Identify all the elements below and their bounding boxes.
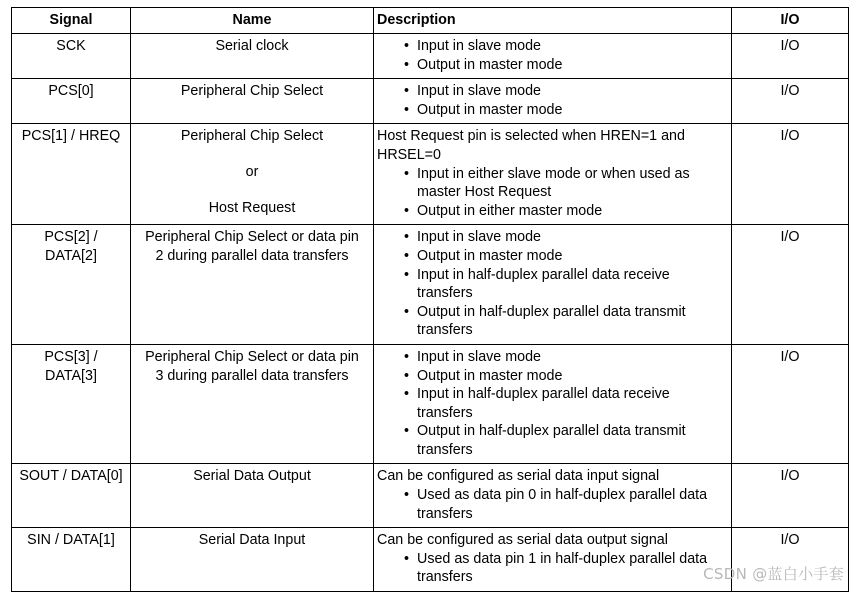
description-bullet <box>417 348 728 367</box>
signal-description-table <box>11 7 849 592</box>
name-cell <box>131 464 374 528</box>
table-row <box>12 34 849 79</box>
signal-cell <box>12 528 131 592</box>
bullet-text: • Input in either slave mode or when used as <box>417 165 690 182</box>
io-cell: I/O <box>732 344 849 464</box>
bullet-text: • Input in half-duplex parallel data receive <box>417 266 670 283</box>
description-bullet-list <box>377 165 728 221</box>
description-bullet <box>417 266 728 303</box>
description-bullet-list <box>377 82 728 119</box>
description-bullet <box>417 486 728 523</box>
bullet-text: • Used as data pin 0 in half-duplex parallel data <box>417 487 708 504</box>
description-cell <box>374 225 732 345</box>
name-text: Peripheral Chip Select <box>180 128 324 145</box>
csdn-watermark: CSDN @蓝白小手套 <box>703 565 844 583</box>
name-cell <box>131 124 374 225</box>
io-cell: I/O <box>732 79 849 124</box>
bullet-text: • Output in half-duplex parallel data transmit <box>417 423 686 440</box>
bullet-text: • Used as data pin 1 in half-duplex parallel data <box>417 550 708 567</box>
io-cell: I/O <box>732 124 849 225</box>
description-bullet <box>417 228 728 247</box>
signal-cell <box>12 124 131 225</box>
io-cell: I/O <box>732 464 849 528</box>
name-spacer <box>134 146 370 163</box>
name-cell <box>131 34 374 79</box>
description-bullet <box>417 101 728 120</box>
description-intro: Can be configured as serial data output signal <box>377 532 668 549</box>
description-intro: HRSEL=0 <box>377 146 441 163</box>
signal-cell <box>12 79 131 124</box>
description-bullet <box>417 56 728 75</box>
description-bullet <box>417 202 728 221</box>
table-row <box>12 79 849 124</box>
signal-text: DATA[3] <box>45 367 97 384</box>
description-cell <box>374 34 732 79</box>
description-cell <box>374 124 732 225</box>
signal-text: PCS[1] / HREQ <box>21 128 121 145</box>
name-text: Serial Data Output <box>193 468 311 485</box>
description-bullet <box>417 385 728 422</box>
description-cell <box>374 79 732 124</box>
bullet-text: • Output in half-duplex parallel data transmit <box>417 303 686 320</box>
table-body <box>12 34 849 592</box>
name-text: or <box>245 163 259 180</box>
table-row <box>12 464 849 528</box>
description-bullet <box>417 550 728 587</box>
table-header-row <box>12 8 849 34</box>
description-bullet <box>417 247 728 266</box>
description-bullet <box>417 422 728 459</box>
name-cell <box>131 528 374 592</box>
io-cell: I/O <box>732 34 849 79</box>
name-text: Peripheral Chip Select or data pin <box>145 348 359 365</box>
name-text: 3 during parallel data transfers <box>155 367 349 384</box>
description-cell <box>374 344 732 464</box>
description-intro: Host Request pin is selected when HREN=1 and <box>377 128 685 145</box>
bullet-text: • Input in slave mode <box>417 38 541 54</box>
description-intro: Can be configured as serial data input signal <box>377 468 660 485</box>
bullet-text: transfers <box>417 322 473 339</box>
name-spacer <box>134 182 370 199</box>
signal-text: PCS[3] / <box>44 348 98 365</box>
bullet-text: transfers <box>417 404 473 421</box>
name-text: Peripheral Chip Select or data pin <box>145 229 359 246</box>
table-row <box>12 225 849 345</box>
name-text: Peripheral Chip Select <box>180 83 324 100</box>
bullet-text: • Input in half-duplex parallel data receive <box>417 386 670 403</box>
bullet-text: • Output in master mode <box>417 367 563 384</box>
description-cell <box>374 528 732 592</box>
name-text: Serial Data Input <box>198 532 306 549</box>
header-description: Description <box>374 8 732 34</box>
signal-text: DATA[2] <box>45 247 97 264</box>
name-cell <box>131 79 374 124</box>
bullet-text: transfers <box>417 441 473 458</box>
signal-cell <box>12 34 131 79</box>
bullet-text: • Input in slave mode <box>417 348 541 365</box>
description-bullet <box>417 165 728 202</box>
description-bullet <box>417 303 728 340</box>
name-text: Serial clock <box>215 38 289 54</box>
table-row <box>12 124 849 225</box>
signal-cell <box>12 464 131 528</box>
description-bullet-list <box>377 228 728 340</box>
bullet-text: • Input in slave mode <box>417 229 541 246</box>
description-bullet <box>417 82 728 101</box>
signal-cell <box>12 225 131 345</box>
description-bullet-list <box>377 348 728 460</box>
bullet-text: • Output in master mode <box>417 56 563 73</box>
table-row <box>12 344 849 464</box>
io-cell: I/O <box>732 225 849 345</box>
signal-cell <box>12 344 131 464</box>
bullet-text: • Output in either master mode <box>417 202 603 219</box>
bullet-text: transfers <box>417 505 473 522</box>
header-io: I/O <box>732 8 849 34</box>
header-name: Name <box>131 8 374 34</box>
description-bullet-list <box>377 486 728 523</box>
description-cell <box>374 464 732 528</box>
name-cell <box>131 225 374 345</box>
bullet-text: transfers <box>417 285 473 302</box>
bullet-text: transfers <box>417 569 473 586</box>
signal-text: SIN / DATA[1] <box>27 532 115 549</box>
io-cell: I/O <box>732 528 849 592</box>
name-text: Host Request <box>208 199 296 216</box>
header-signal: Signal <box>12 8 131 34</box>
description-bullet <box>417 37 728 56</box>
description-bullet-list <box>377 37 728 74</box>
signal-text: SOUT / DATA[0] <box>19 468 123 485</box>
signal-text: PCS[2] / <box>44 229 98 246</box>
name-cell <box>131 344 374 464</box>
description-bullet <box>417 367 728 386</box>
signal-text: SCK <box>56 38 86 54</box>
bullet-text: master Host Request <box>417 184 552 201</box>
bullet-text: • Output in master mode <box>417 101 563 118</box>
bullet-text: • Input in slave mode <box>417 83 541 100</box>
description-bullet-list <box>377 550 728 587</box>
bullet-text: • Output in master mode <box>417 247 563 264</box>
signal-text: PCS[0] <box>48 83 94 100</box>
name-text: 2 during parallel data transfers <box>155 247 349 264</box>
